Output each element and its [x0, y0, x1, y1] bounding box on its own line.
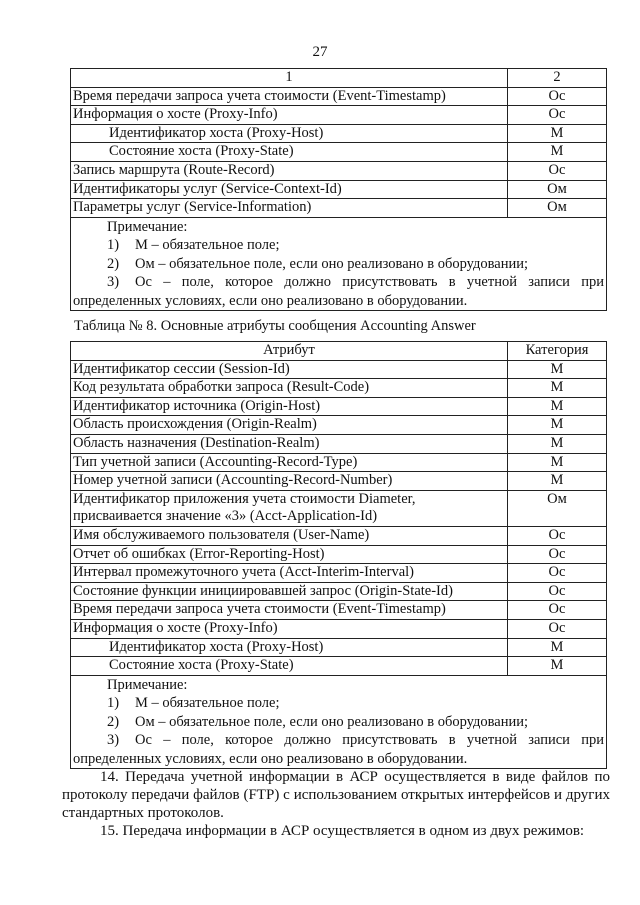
- table-row: [71, 601, 607, 620]
- table-row: [71, 199, 607, 218]
- paragraph-text: 15. Передача информации в АСР осуществляется в одном из двух режимов:: [100, 823, 585, 839]
- category-cell: М: [508, 657, 607, 676]
- category-cell: М: [508, 379, 607, 398]
- attribute-cell: Идентификатор хоста (Proxy-Host): [71, 638, 508, 657]
- attribute-cell: Номер учетной записи (Accounting-Record-Number): [71, 472, 508, 491]
- attribute-cell: Время передачи запроса учета стоимости (Event-Timestamp): [71, 601, 508, 620]
- category-cell: М: [508, 638, 607, 657]
- category-cell: М: [508, 124, 607, 143]
- table-row: [71, 564, 607, 583]
- table-header-row: [71, 342, 607, 361]
- table-row: [71, 143, 607, 162]
- table-row: [71, 472, 607, 491]
- category-cell: Ос: [508, 601, 607, 620]
- attribute-cell: Информация о хосте (Proxy-Info): [71, 106, 508, 125]
- table-row: [71, 106, 607, 125]
- note-item-number: 2): [107, 713, 120, 730]
- table-row: [71, 657, 607, 676]
- column-header-attribute: Атрибут: [71, 342, 508, 361]
- category-cell: М: [508, 143, 607, 162]
- note-item-text: Ос – поле, которое должно присутствовать в учетной записи при: [135, 274, 604, 291]
- table-header-row: [71, 69, 607, 88]
- note-item: [107, 731, 604, 750]
- note-row: [71, 217, 607, 311]
- note-item-number: 3): [107, 274, 120, 291]
- table-row: [71, 490, 607, 526]
- note-item-text: Ос – поле, которое должно присутствовать в учетной записи при: [135, 732, 604, 749]
- table-row: [71, 582, 607, 601]
- attribute-cell: Код результата обработки запроса (Result-Code): [71, 379, 508, 398]
- table-row: [71, 545, 607, 564]
- category-cell: М: [508, 472, 607, 491]
- category-cell: Ос: [508, 106, 607, 125]
- table-caption: Таблица № 8. Основные атрибуты сообщения Accounting Answer: [74, 318, 476, 334]
- attribute-cell: Область назначения (Destination-Realm): [71, 434, 508, 453]
- attribute-cell: Идентификаторы услуг (Service-Context-Id): [71, 180, 508, 199]
- note-continuation: определенных условиях, если оно реализовано в оборудовании.: [73, 750, 468, 767]
- attribute-cell: Интервал промежуточного учета (Acct-Interim-Interval): [71, 564, 508, 583]
- table-row: [71, 638, 607, 657]
- category-cell: М: [508, 360, 607, 379]
- attribute-cell: Состояние функции инициировавшей запрос (Origin-State-Id): [71, 582, 508, 601]
- note-continuation: определенных условиях, если оно реализовано в оборудовании.: [73, 292, 468, 309]
- category-cell: Ос: [508, 545, 607, 564]
- note-item-number: 2): [107, 255, 120, 272]
- note-item-number: 3): [107, 732, 120, 749]
- table-row: [71, 526, 607, 545]
- category-cell: Ос: [508, 526, 607, 545]
- paragraph-14: [62, 768, 610, 822]
- table-row: [71, 180, 607, 199]
- page-number: 27: [312, 44, 328, 60]
- note-cell: [71, 675, 607, 769]
- attribute-cell: Тип учетной записи (Accounting-Record-Type): [71, 453, 508, 472]
- column-header-category: 2: [508, 69, 607, 88]
- table-row: [71, 161, 607, 180]
- attributes-table-continued: [70, 68, 607, 311]
- category-cell: Ос: [508, 564, 607, 583]
- table-row: [71, 87, 607, 106]
- note-title: Примечание:: [107, 218, 188, 235]
- note-item: [107, 713, 604, 732]
- category-cell: М: [508, 453, 607, 472]
- attribute-cell: Состояние хоста (Proxy-State): [71, 143, 508, 162]
- category-cell: Ом: [508, 199, 607, 218]
- table-row: [71, 397, 607, 416]
- table-row: [71, 619, 607, 638]
- table-row: [71, 124, 607, 143]
- attribute-cell: Время передачи запроса учета стоимости (Event-Timestamp): [71, 87, 508, 106]
- column-header-attribute: 1: [71, 69, 508, 88]
- attribute-cell: Область происхождения (Origin-Realm): [71, 416, 508, 435]
- table-row: [71, 379, 607, 398]
- category-cell: Ос: [508, 87, 607, 106]
- note-item: [107, 694, 604, 713]
- category-cell: Ом: [508, 490, 607, 526]
- note-item-number: 1): [107, 695, 120, 712]
- note-item: [107, 236, 604, 255]
- attribute-cell: Запись маршрута (Route-Record): [71, 161, 508, 180]
- note-item-text: Ом – обязательное поле, если оно реализовано в оборудовании;: [135, 255, 529, 272]
- column-header-category: Категория: [508, 342, 607, 361]
- attribute-cell: Имя обслуживаемого пользователя (User-Name): [71, 526, 508, 545]
- table-row: [71, 453, 607, 472]
- paragraph-15: [62, 822, 610, 840]
- note-item-number: 1): [107, 237, 120, 254]
- attribute-cell: Информация о хосте (Proxy-Info): [71, 619, 508, 638]
- attribute-cell: Отчет об ошибках (Error-Reporting-Host): [71, 545, 508, 564]
- attribute-cell: Параметры услуг (Service-Information): [71, 199, 508, 218]
- category-cell: М: [508, 416, 607, 435]
- note-item-text: М – обязательное поле;: [135, 237, 280, 254]
- category-cell: М: [508, 397, 607, 416]
- note-item: [107, 255, 604, 274]
- category-cell: Ос: [508, 619, 607, 638]
- table-row: [71, 360, 607, 379]
- note-row: [71, 675, 607, 769]
- note-item-text: Ом – обязательное поле, если оно реализовано в оборудовании;: [135, 713, 529, 730]
- table-row: [71, 434, 607, 453]
- accounting-answer-table: [70, 341, 607, 769]
- note-cell: [71, 217, 607, 311]
- note-item: [107, 273, 604, 292]
- note-item-text: М – обязательное поле;: [135, 695, 280, 712]
- category-cell: Ос: [508, 161, 607, 180]
- paragraph-text: 14. Передача учетной информации в АСР осуществляется в виде файлов по протоколу передачи файлов (FTP) с использованием открытых интерфейсов и других стандартных протоколов.: [62, 769, 610, 821]
- table-row: [71, 416, 607, 435]
- attribute-cell: Идентификатор источника (Origin-Host): [71, 397, 508, 416]
- category-cell: Ос: [508, 582, 607, 601]
- attribute-cell: Идентификатор приложения учета стоимости Diameter, присваивается значение «3» (Acct-Application-Id): [71, 490, 508, 526]
- category-cell: Ом: [508, 180, 607, 199]
- attribute-cell: Идентификатор сессии (Session-Id): [71, 360, 508, 379]
- note-title: Примечание:: [107, 676, 188, 693]
- category-cell: М: [508, 434, 607, 453]
- attribute-cell: Состояние хоста (Proxy-State): [71, 657, 508, 676]
- attribute-cell: Идентификатор хоста (Proxy-Host): [71, 124, 508, 143]
